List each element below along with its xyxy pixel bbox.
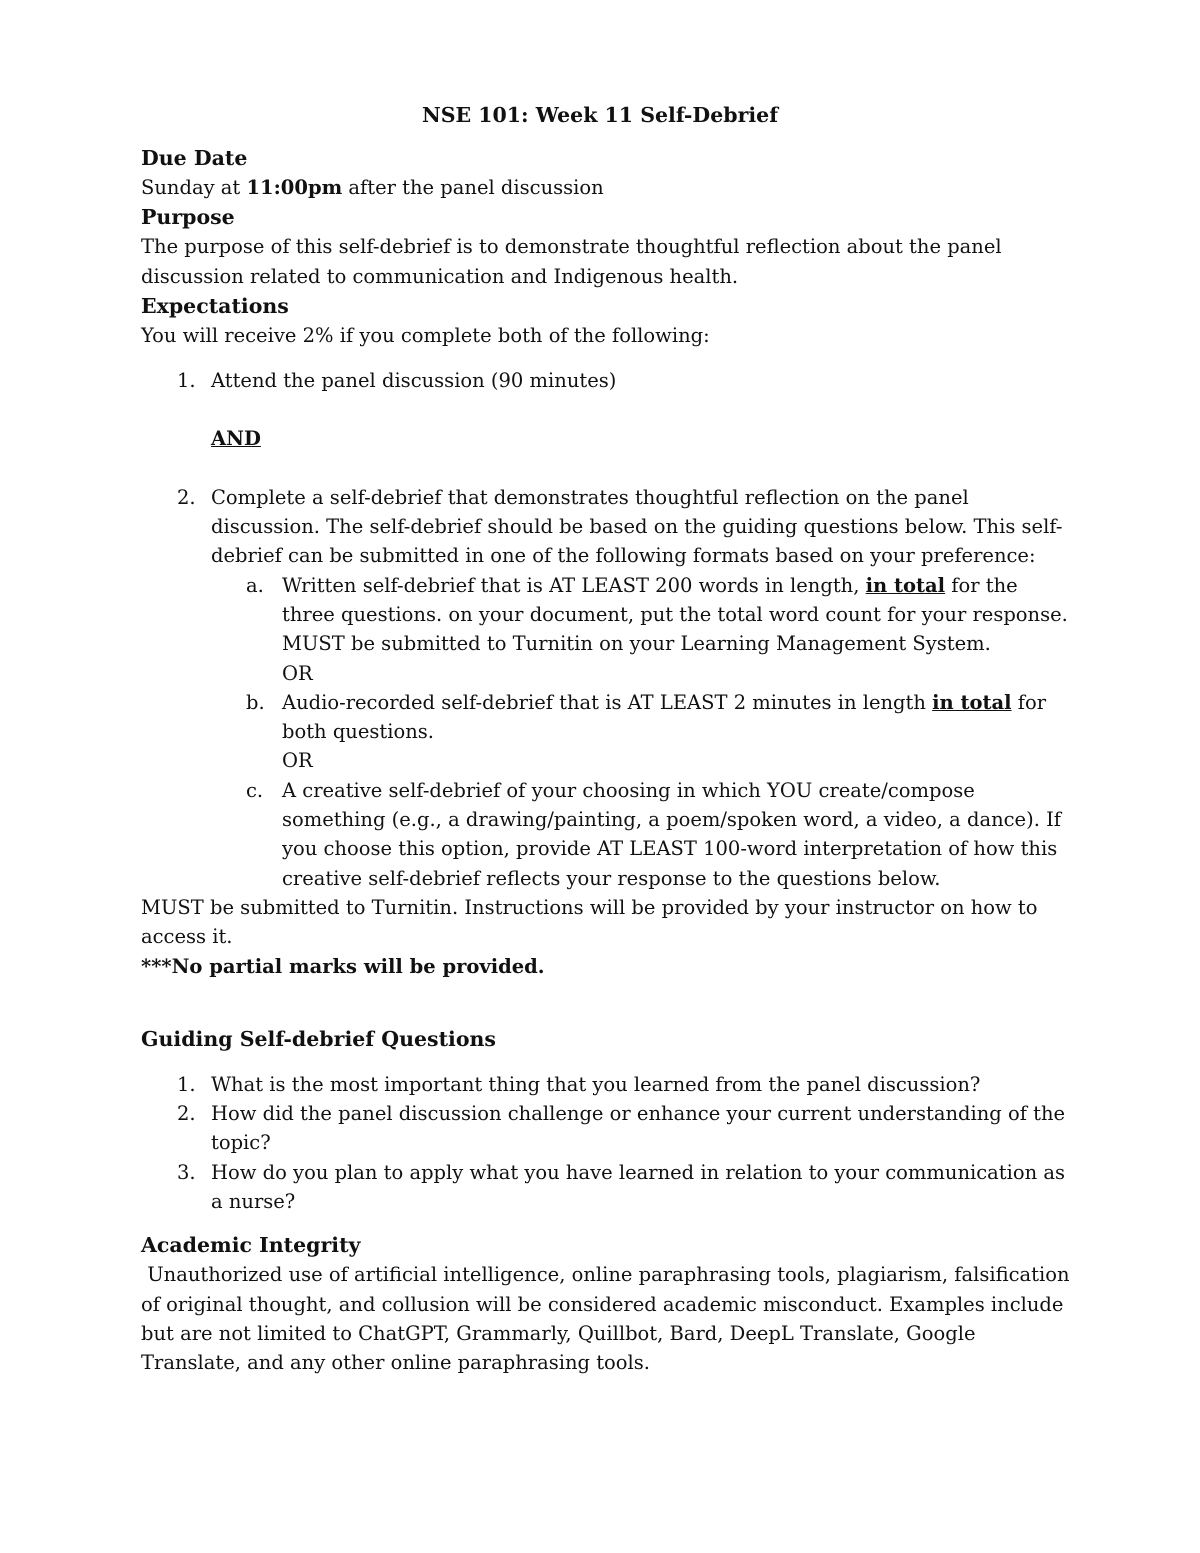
guiding-questions-heading: Guiding Self-debrief Questions [141,1026,496,1051]
and-connector [211,424,1071,453]
due-date-heading: Due Date [141,146,248,170]
option-letter: a. [246,573,264,597]
guiding-question-text: How did the panel discussion challenge or enhance your current understanding of the topic? [211,1102,1066,1155]
option-b-text-pre: Audio-recorded self-debrief that is AT LEAST 2 minutes in length [282,690,933,714]
list-number: 2. [177,485,196,509]
guiding-question [141,1158,1071,1217]
expectation-item-1-text: Attend the panel discussion (90 minutes) [211,369,617,393]
guiding-questions-list [141,1070,1071,1216]
guiding-question [141,1099,1071,1158]
option-a-emphasis: in total [865,573,946,597]
option-c-text: A creative self-debrief of your choosing in which YOU create/compose something (e.g., a drawing/painting, a poem/spoken word, a video, a dance). If you choose this option, provide AT LEAST 100-word interpretation of how this creative self-debrief reflects your response to the questions below. [282,778,1062,890]
guiding-question-text: What is the most important thing that you learned from the panel discussion? [211,1072,981,1096]
option-a-or: OR [282,661,313,685]
and-label: AND [211,427,261,451]
option-letter: b. [246,690,265,714]
expectations-list [141,366,1071,893]
option-a-text-post: for the three questions. on your document, put the total word count for your response. MUST be submitted to Turnitin on your Learning Management System. [282,573,1068,656]
format-options-list [141,571,1071,893]
due-date-suffix: after the panel discussion [342,176,604,199]
purpose-heading: Purpose [141,205,235,230]
no-partial-marks-text: ***No partial marks will be provided. [141,954,545,978]
option-b-text-post: for both questions. [282,690,1047,744]
document-title: NSE 101: Week 11 Self-Debrief [421,103,779,127]
due-date-prefix: Sunday at [141,176,247,199]
expectation-item-2-text: Complete a self-debrief that demonstrates thoughtful reflection on the panel discussion. The self-debrief should be based on the guiding questions below. This self-debrief can be submitted in one of the following formats based on your preference: [211,485,1063,568]
purpose-text: The purpose of this self-debrief is to demonstrate thoughtful reflection about the panel discussion related to communication and Indigenous health. [141,235,1002,288]
guiding-question [141,1070,1071,1099]
due-date-text [141,173,1071,202]
academic-integrity-heading: Academic Integrity [141,1233,361,1258]
option-b-or: OR [282,749,313,773]
academic-integrity-text: Unauthorized use of artificial intelligence, online paraphrasing tools, plagiarism, falsification of original thought, and collusion will be considered academic misconduct. Examples include but are not limited to ChatGPT, Grammarly, Quillbot, Bard, DeepL Translate, Google Translate, and any other online paraphrasing tools. [141,1263,1076,1375]
guiding-question-text: How do you plan to apply what you have learned in relation to your communication as a nurse? [211,1160,1066,1214]
submission-note: MUST be submitted to Turnitin. Instructions will be provided by your instructor on how to access it. [141,895,1038,949]
due-date-time: 11:00pm [246,176,343,199]
expectation-item-1 [141,366,1071,454]
option-a-text-pre: Written self-debrief that is AT LEAST 200 words in length, [282,573,866,597]
option-b-emphasis: in total [932,690,1012,714]
format-option-b [141,688,1071,776]
format-option-c [141,776,1071,893]
option-letter: c. [246,778,264,802]
list-number: 1. [177,1072,196,1096]
list-number: 1. [177,369,196,393]
format-option-a [141,571,1071,688]
expectation-item-2 [141,483,1071,893]
list-number: 2. [177,1102,196,1126]
expectations-heading: Expectations [141,293,289,318]
list-number: 3. [177,1160,196,1184]
document-body [141,143,1076,1378]
no-partial-marks [141,952,1071,981]
expectations-intro: You will receive 2% if you complete both of the following: [141,323,710,347]
